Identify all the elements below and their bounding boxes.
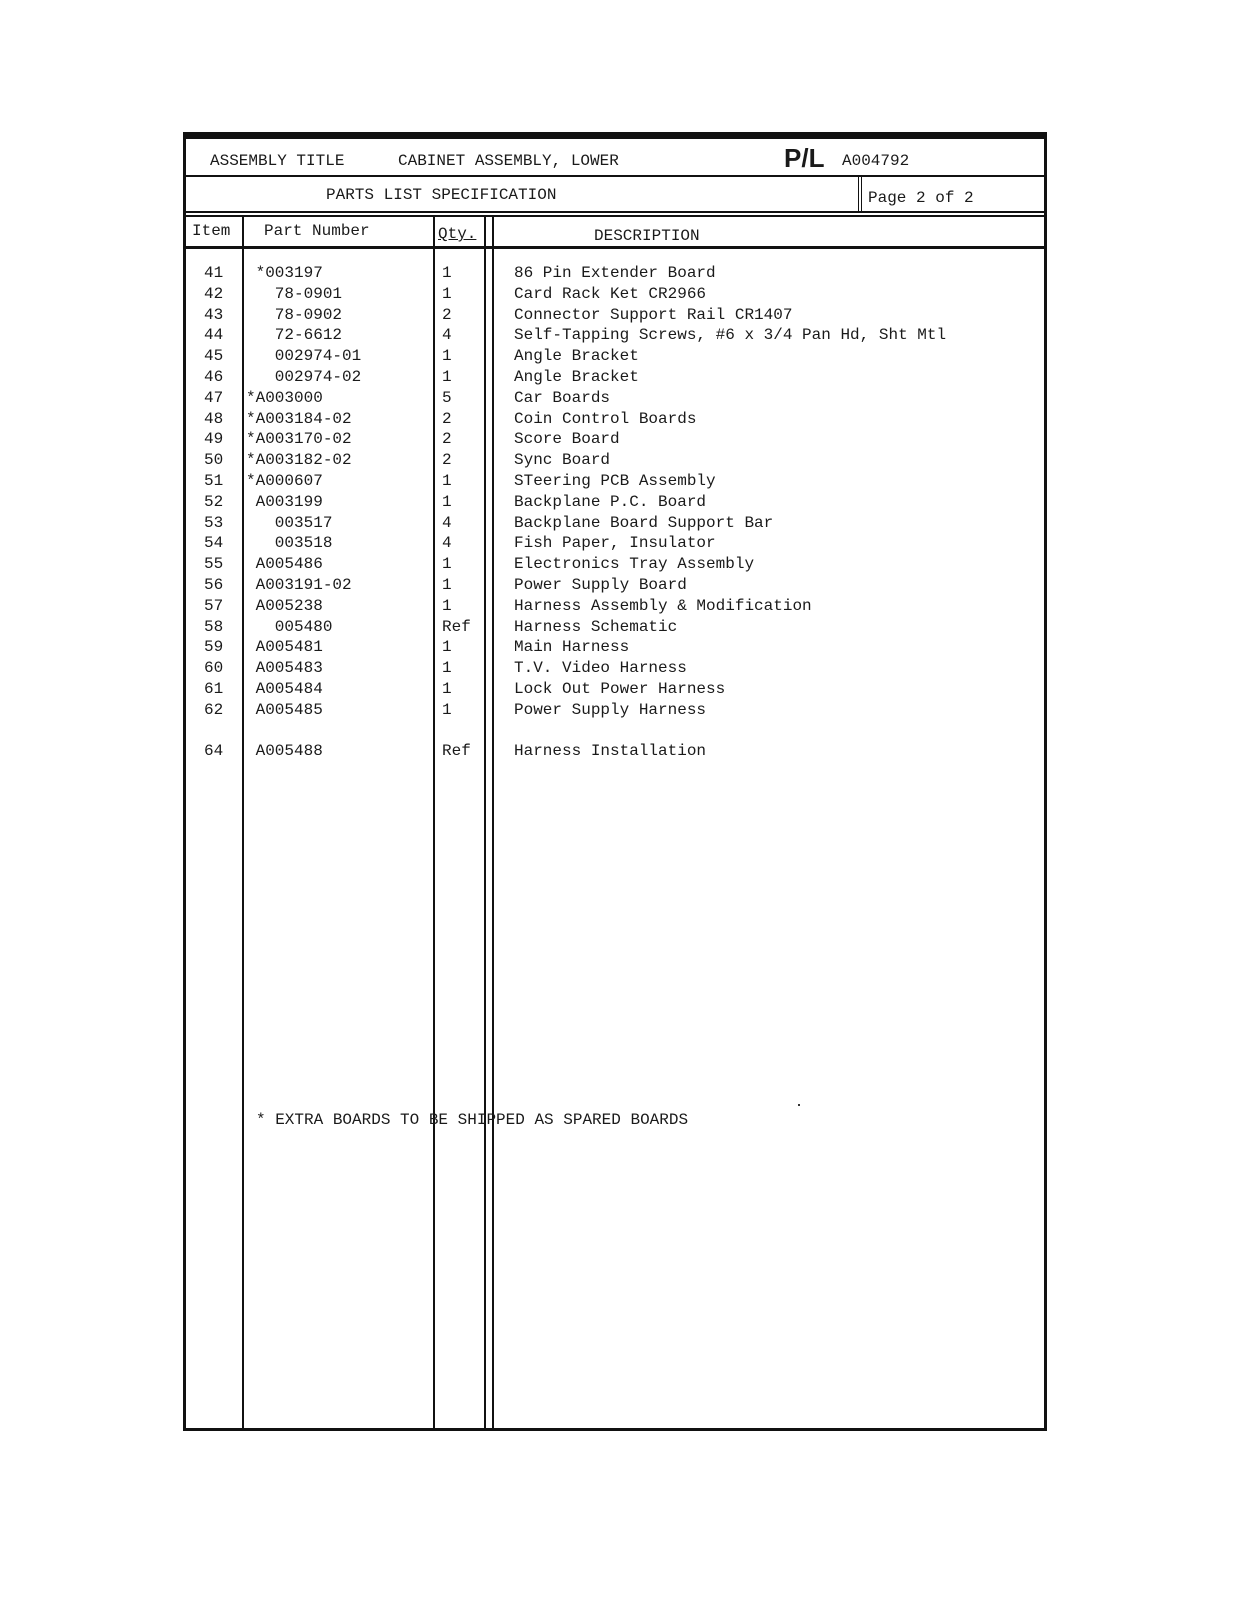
row-item: 46 [204, 368, 224, 386]
row-part-number: A003199 [246, 492, 323, 511]
row-qty: Ref [442, 617, 471, 636]
assembly-title-row [186, 139, 1044, 177]
row-qty: Ref [442, 742, 471, 761]
row-description: Lock Out Power Harness [514, 680, 726, 698]
row-qty: 1 [442, 680, 452, 698]
row-part-number: *A003000 [246, 388, 323, 407]
pl-mark: P/L [784, 143, 825, 173]
row-item: 55 [204, 555, 224, 574]
row-item: 60 [204, 659, 224, 678]
row-qty: 5 [442, 388, 452, 407]
row-qty: 2 [442, 409, 452, 428]
row-part-number: 78-0901 [246, 284, 343, 303]
footnote: * EXTRA BOARDS TO BE SHIPPED AS SPARED BOARDS [256, 1111, 689, 1129]
row-item: 54 [204, 534, 224, 553]
row-item: 49 [204, 430, 224, 449]
row-item: 64 [204, 742, 224, 761]
row-item: 59 [204, 638, 224, 657]
assembly-label: ASSEMBLY TITLE [210, 152, 345, 170]
row-qty: 1 [442, 492, 452, 511]
row-qty: 1 [442, 264, 452, 282]
spec-row [186, 177, 1044, 213]
row-item: 51 [204, 472, 224, 490]
divider-item [242, 217, 244, 1428]
row-part-number: 002974-01 [246, 347, 362, 366]
row-part-number: *A003182-02 [246, 451, 352, 470]
row-qty: 2 [442, 430, 452, 449]
row-qty: 1 [442, 700, 452, 719]
row-qty: 1 [442, 659, 452, 678]
row-qty: 1 [442, 596, 452, 615]
row-item: 44 [204, 326, 224, 345]
row-item: 53 [204, 513, 224, 532]
divider-part [433, 217, 435, 1428]
row-qty: 1 [442, 576, 452, 594]
col-part-number-header: Part Number [264, 222, 370, 240]
row-item: 52 [204, 492, 224, 511]
row-item: 43 [204, 305, 224, 324]
row-qty: 1 [442, 555, 452, 574]
row-qty: 2 [442, 305, 452, 324]
row-description: Main Harness [514, 638, 630, 657]
row-description: Connector Support Rail CR1407 [514, 305, 793, 324]
row-part-number: *A003170-02 [246, 430, 352, 449]
page-box [858, 177, 1044, 213]
row-description: Car Boards [514, 388, 611, 407]
row-part-number: A005486 [246, 555, 323, 574]
row-part-number: 002974-02 [246, 368, 362, 386]
col-item-header: Item [192, 222, 231, 240]
row-description: Angle Bracket [514, 368, 639, 386]
row-description: 86 Pin Extender Board [514, 264, 716, 282]
row-item: 50 [204, 451, 224, 470]
row-item: 47 [204, 388, 224, 407]
row-qty: 1 [442, 347, 452, 366]
row-part-number: A005485 [246, 700, 323, 719]
divider-qty-a [484, 217, 486, 1428]
column-header-row [186, 217, 1044, 249]
row-item: 48 [204, 409, 224, 428]
row-part-number: *003197 [246, 264, 323, 282]
row-qty: 1 [442, 368, 452, 386]
speck [798, 1104, 800, 1106]
row-qty: 1 [442, 472, 452, 490]
row-part-number: A005238 [246, 596, 323, 615]
row-part-number: 72-6612 [246, 326, 343, 345]
row-item: 57 [204, 596, 224, 615]
row-description: Harness Assembly & Modification [514, 596, 812, 615]
row-item: 62 [204, 700, 224, 719]
row-item: 42 [204, 284, 224, 303]
row-qty: 1 [442, 638, 452, 657]
row-part-number: A005483 [246, 659, 323, 678]
row-part-number: 003518 [246, 534, 333, 553]
row-item: 56 [204, 576, 224, 594]
row-description: Backplane P.C. Board [514, 492, 707, 511]
row-description: Backplane Board Support Bar [514, 513, 774, 532]
row-description: Score Board [514, 430, 620, 449]
row-qty: 4 [442, 326, 452, 345]
spec-title: PARTS LIST SPECIFICATION [326, 186, 557, 204]
assembly-title: CABINET ASSEMBLY, LOWER [398, 152, 619, 170]
row-description: STeering PCB Assembly [514, 472, 716, 490]
row-description: Harness Installation [514, 742, 707, 761]
col-description-header: DESCRIPTION [594, 227, 700, 245]
row-part-number: A005488 [246, 742, 323, 761]
row-description: T.V. Video Harness [514, 659, 687, 678]
row-qty: 4 [442, 534, 452, 553]
row-qty: 4 [442, 513, 452, 532]
row-part-number: *A000607 [246, 472, 323, 490]
row-description: Power Supply Board [514, 576, 687, 594]
row-description: Card Rack Ket CR2966 [514, 284, 707, 303]
row-description: Power Supply Harness [514, 700, 707, 719]
row-part-number: A005484 [246, 680, 323, 698]
row-description: Electronics Tray Assembly [514, 555, 755, 574]
pl-number: A004792 [842, 152, 910, 170]
row-item: 58 [204, 617, 224, 636]
row-description: Harness Schematic [514, 617, 678, 636]
row-item: 45 [204, 347, 224, 366]
row-part-number: 003517 [246, 513, 333, 532]
row-description: Fish Paper, Insulator [514, 534, 716, 553]
row-item: 41 [204, 264, 224, 282]
row-description: Coin Control Boards [514, 409, 697, 428]
row-part-number: *A003184-02 [246, 409, 352, 428]
row-qty: 1 [442, 284, 452, 303]
row-description: Angle Bracket [514, 347, 639, 366]
row-description: Sync Board [514, 451, 611, 470]
row-item: 61 [204, 680, 224, 698]
row-part-number: A005481 [246, 638, 323, 657]
col-qty-header: Qty. [438, 225, 477, 243]
row-part-number: A003191-02 [246, 576, 352, 594]
page-indicator: Page 2 of 2 [868, 189, 974, 207]
row-description: Self-Tapping Screws, #6 x 3/4 Pan Hd, Sht Mtl [514, 326, 947, 345]
divider-qty-b [492, 217, 494, 1428]
parts-list-sheet [183, 136, 1047, 1431]
row-qty: 2 [442, 451, 452, 470]
row-part-number: 005480 [246, 617, 333, 636]
row-part-number: 78-0902 [246, 305, 343, 324]
